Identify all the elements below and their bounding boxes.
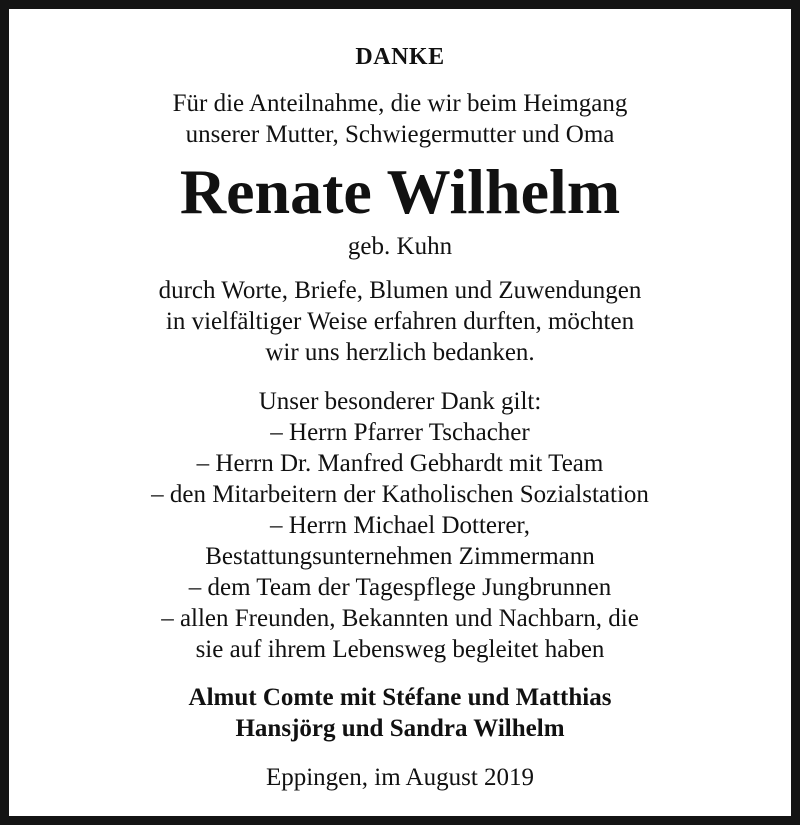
signatures — [9, 682, 791, 744]
intro-line: Für die Anteilnahme, die wir beim Heimgang — [172, 90, 628, 117]
special-thanks-line: – den Mitarbeitern der Katholischen Sozialstation — [151, 481, 649, 508]
signature-line: Hansjörg und Sandra Wilhelm — [235, 715, 565, 742]
body-line: durch Worte, Briefe, Blumen und Zuwendungen — [158, 277, 642, 304]
special-thanks-line: sie auf ihrem Lebensweg begleitet haben — [195, 636, 605, 663]
special-thanks-line: – Herrn Pfarrer Tschacher — [270, 419, 530, 446]
thank-you-text — [9, 275, 791, 368]
body-line: wir uns herzlich bedanken. — [265, 339, 535, 366]
intro-text — [9, 88, 791, 150]
signature-line: Almut Comte mit Stéfane und Matthias — [188, 684, 612, 711]
special-thanks-line: – Herrn Dr. Manfred Gebhardt mit Team — [196, 450, 604, 477]
special-thanks-line: – allen Freunden, Bekannten und Nachbarn, die — [161, 605, 639, 632]
heading: DANKE — [355, 44, 445, 70]
special-thanks-line: Bestattungsunternehmen Zimmermann — [205, 543, 595, 570]
special-thanks-line: – Herrn Michael Dotterer, — [270, 512, 530, 539]
special-thanks-line: – dem Team der Tagespflege Jungbrunnen — [188, 574, 612, 601]
deceased-name: Renate Wilhelm — [179, 156, 621, 227]
place-date: Eppingen, im August 2019 — [265, 764, 535, 791]
special-thanks-line: Unser besonderer Dank gilt: — [258, 388, 542, 415]
special-thanks-list — [9, 386, 791, 665]
intro-line: unserer Mutter, Schwiegermutter und Oma — [185, 121, 615, 148]
body-line: in vielfältiger Weise erfahren durften, möchten — [165, 308, 635, 335]
birth-name: geb. Kuhn — [347, 233, 453, 260]
